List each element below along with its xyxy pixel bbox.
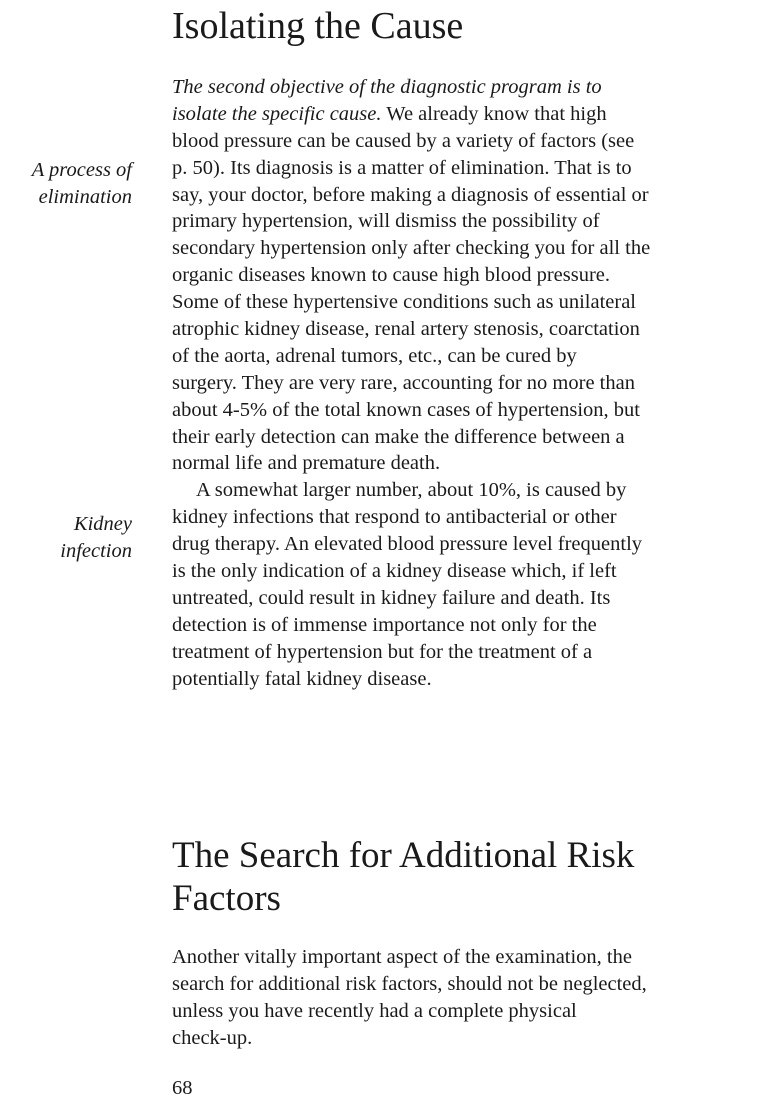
text: secondary hypertension only after checking you for all the	[172, 237, 651, 260]
text-line: check-up.	[172, 1026, 253, 1049]
text-line	[172, 424, 780, 451]
text-line	[172, 182, 780, 209]
text-line	[172, 477, 780, 504]
text-line	[172, 289, 780, 316]
text: potentially fatal kidney disease.	[172, 667, 432, 690]
section-heading	[172, 834, 634, 920]
italic-text: isolate the specific cause.	[172, 102, 382, 125]
page-number: 68	[172, 1077, 193, 1099]
italic-text: The second objective of the diagnostic program is to	[172, 76, 602, 98]
text-line	[172, 370, 780, 397]
text: We already know that high	[381, 102, 607, 125]
text-line	[172, 74, 780, 101]
body-text	[172, 74, 780, 692]
text-line	[172, 558, 780, 585]
text-line: unless you have recently had a complete physical	[172, 999, 577, 1022]
text: of the aorta, adrenal tumors, etc., can be cured by	[172, 344, 577, 367]
text: untreated, could result in kidney failure and death. Its	[172, 586, 611, 609]
body-text	[172, 944, 780, 1052]
text: Some of these hypertensive conditions such as unilateral	[172, 291, 636, 314]
text-line	[172, 262, 780, 289]
text-line	[172, 639, 780, 666]
text: treatment of hypertension but for the treatment of a	[172, 640, 593, 663]
text: p. 50). Its diagnosis is a matter of elimination. That is to	[172, 156, 632, 179]
text-line	[172, 666, 780, 693]
text: surgery. They are very rare, accounting for no more than	[172, 371, 635, 394]
text-line	[172, 316, 780, 343]
text-line	[172, 235, 780, 262]
text: organic diseases known to cause high blood pressure.	[172, 264, 610, 287]
text: is the only indication of a kidney disease which, if left	[172, 560, 617, 583]
section-heading: Isolating the Cause	[172, 5, 464, 47]
text-line: Another vitally important aspect of the examination, the	[172, 946, 632, 968]
text-line	[172, 343, 780, 370]
text-line	[172, 612, 780, 639]
text: their early detection can make the difference between a	[172, 425, 625, 448]
margin-note-line: elimination	[38, 185, 132, 208]
text: A somewhat larger number, about 10%, is caused by	[196, 479, 627, 502]
text-line: search for additional risk factors, should not be neglected,	[172, 972, 647, 995]
text-line	[172, 585, 780, 612]
text: normal life and premature death.	[172, 452, 441, 475]
text-line	[172, 208, 780, 235]
text-line	[172, 450, 780, 477]
heading-line: The Search for Additional Risk	[172, 835, 635, 876]
heading-line: Factors	[172, 878, 281, 919]
margin-note	[60, 511, 132, 565]
margin-note-line: A process of	[31, 159, 132, 181]
text-line	[172, 504, 780, 531]
text: atrophic kidney disease, renal artery stenosis, coarctation	[172, 318, 640, 341]
text: drug therapy. An elevated blood pressure level frequently	[172, 533, 643, 556]
text: about 4-5% of the total known cases of hypertension, but	[172, 398, 640, 421]
text-line	[172, 155, 780, 182]
text: detection is of immense importance not only for the	[172, 613, 597, 636]
margin-note-line: Kidney	[73, 513, 132, 535]
margin-note-line: infection	[60, 539, 132, 562]
text-line	[172, 128, 780, 155]
text: say, your doctor, before making a diagnosis of essential or	[172, 183, 649, 206]
text: blood pressure can be caused by a variety of factors (see	[172, 129, 635, 152]
text: kidney infections that respond to antibacterial or other	[172, 506, 617, 529]
text: primary hypertension, will dismiss the possibility of	[172, 210, 600, 233]
margin-note	[32, 157, 132, 211]
text-line	[172, 531, 780, 558]
text-line	[172, 397, 780, 424]
text-line	[172, 101, 780, 128]
